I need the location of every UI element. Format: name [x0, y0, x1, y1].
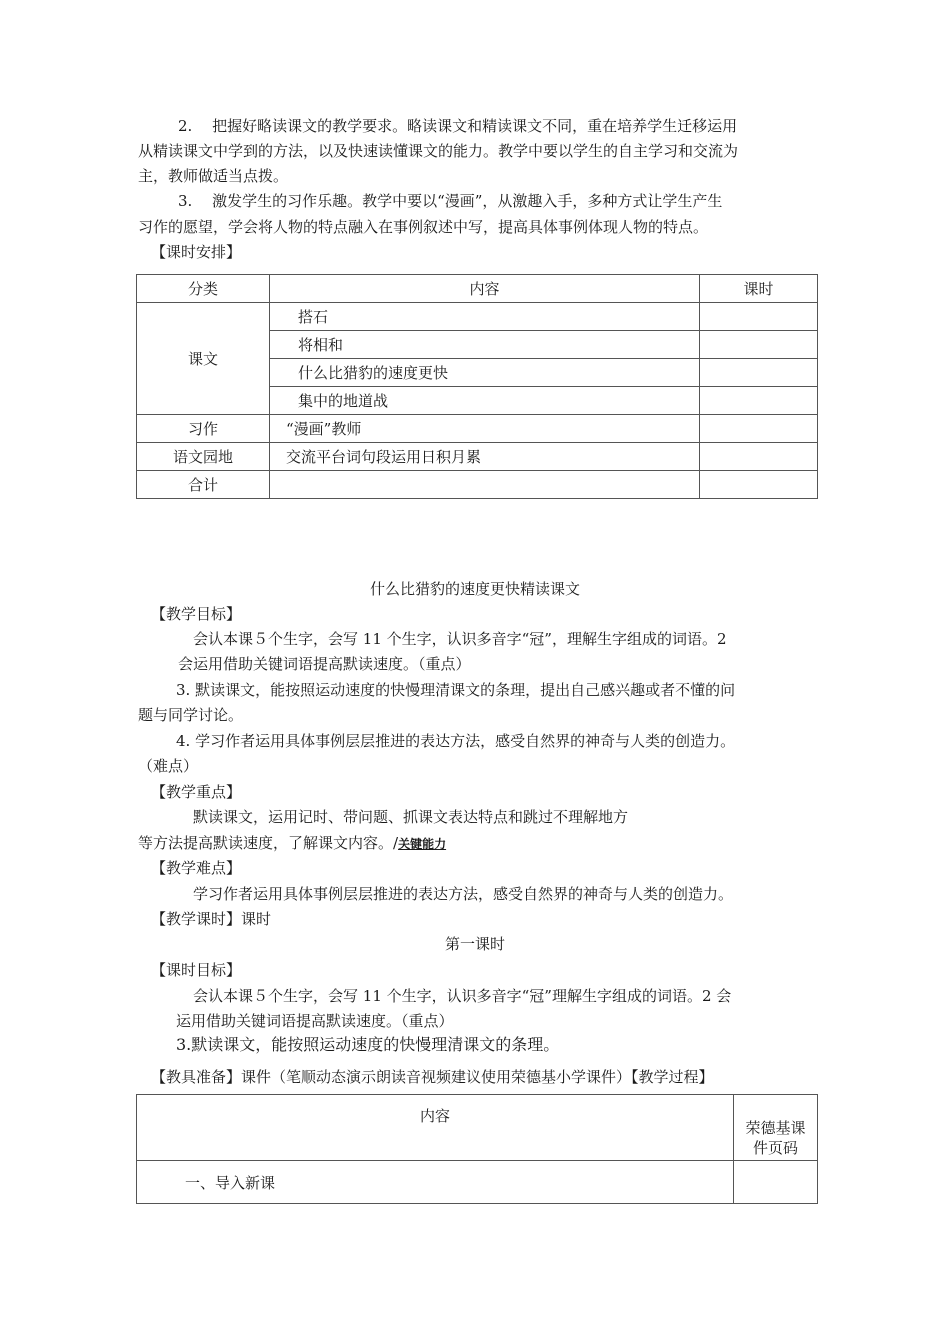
pg-line2: 运用借助关键词语提高默读速度。（重点） [176, 1012, 454, 1030]
row-category: 语文园地 [137, 443, 270, 471]
lesson-item: 搭石 [270, 303, 700, 331]
process-row-page [734, 1161, 818, 1204]
lesson-title: 什么比猎豹的速度更快精读课文 [369, 580, 580, 598]
intro-p2-line2: 从精读课文中学到的方法，以及快速读懂课文的能力。教学中要以学生的自主学习和交流为 [138, 142, 739, 160]
key-heading: 【教学重点】 [151, 783, 242, 801]
goal4-line2: （难点） [138, 757, 199, 775]
header-category: 分类 [137, 275, 270, 303]
period-cell [700, 331, 818, 359]
process-table [136, 1094, 818, 1204]
goal4-line1: 4. 学习作者运用具体事例层层推进的表达方法，感受自然界的神奇与人类的创造力。 [176, 732, 736, 750]
period-cell [700, 303, 818, 331]
pg-line3: 3.默读课文，能按照运动速度的快慢理清课文的条理。 [176, 1035, 560, 1054]
difficulty-text: 学习作者运用具体事例层层推进的表达方法，感受自然界的神奇与人类的创造力。 [193, 885, 734, 903]
period-cell [700, 471, 818, 499]
prep-line: 【教具准备】课件（笔顺动态演示朗读音视频建议使用荣德基小学课件）【教学过程】 [151, 1068, 714, 1086]
key-ability-link[interactable]: 关键能力 [398, 837, 447, 851]
period-cell [700, 387, 818, 415]
lesson-item: 什么比猎豹的速度更快 [270, 359, 700, 387]
lesson-category: 课文 [137, 303, 270, 415]
process-header-page-line1: 荣德基课 [745, 1119, 806, 1137]
intro-p2-line3: 主，教师做适当点拨。 [138, 167, 289, 185]
first-period-title: 第一课时 [444, 935, 505, 953]
key-line1: 默读课文，运用记时、带问题、抓课文表达特点和跳过不理解地方 [193, 808, 629, 826]
key-line2-text: 等方法提高默读速度，了解课文内容。/ [138, 834, 399, 852]
process-row-intro: 一、导入新课 [137, 1161, 734, 1204]
schedule-table [136, 274, 818, 499]
row-content [270, 471, 700, 499]
lesson-item: 将相和 [270, 331, 700, 359]
process-header-page-line2: 件页码 [752, 1139, 798, 1157]
schedule-heading: 【课时安排】 [151, 243, 242, 261]
process-header-content: 内容 [137, 1095, 734, 1161]
goal3-line1: 3. 默读课文，能按照运动速度的快慢理清课文的条理，提出自己感兴趣或者不懂的问 [176, 681, 736, 699]
intro-p2-line1: 2. 把握好略读课文的教学要求。略读课文和精读课文不同，重在培养学生迁移运用 [178, 117, 738, 135]
row-content: “漫画”教师 [270, 415, 700, 443]
goal3-line2: 题与同学讨论。 [138, 706, 244, 724]
periods-line: 【教学课时】课时 [151, 910, 272, 928]
period-cell [700, 359, 818, 387]
difficulty-heading: 【教学难点】 [151, 859, 242, 877]
key-line2 [138, 834, 446, 853]
row-category: 合计 [137, 471, 270, 499]
goal1-line1: 会认本课５个生字，会写 11 个生字，认识多音字“冠”，理解生字组成的词语。2 [193, 630, 727, 648]
header-periods: 课时 [700, 275, 818, 303]
header-content: 内容 [270, 275, 700, 303]
period-goals-heading: 【课时目标】 [151, 961, 242, 979]
period-cell [700, 443, 818, 471]
pg-line1: 会认本课５个生字，会写 11 个生字，认识多音字“冠”理解生字组成的词语。2 会 [193, 987, 732, 1005]
period-cell [700, 415, 818, 443]
row-category: 习作 [137, 415, 270, 443]
process-header-page [734, 1095, 818, 1161]
intro-p3-line1: 3. 激发学生的习作乐趣。教学中要以“漫画”，从激趣入手，多种方式让学生产生 [178, 192, 723, 210]
row-content: 交流平台词句段运用日积月累 [270, 443, 700, 471]
lesson-item: 集中的地道战 [270, 387, 700, 415]
goal1-line2: 会运用借助关键词语提高默读速度。（重点） [178, 655, 471, 673]
intro-p3-line2: 习作的愿望，学会将人物的特点融入在事例叙述中写，提高具体事例体现人物的特点。 [138, 218, 709, 236]
goals-heading: 【教学目标】 [151, 605, 242, 623]
